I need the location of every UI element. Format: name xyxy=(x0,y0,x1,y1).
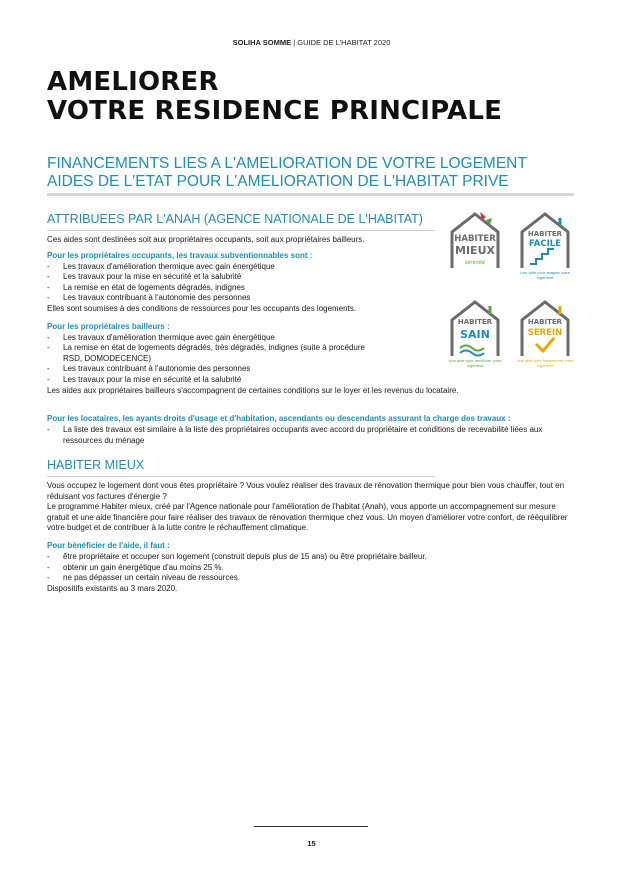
locataires-list xyxy=(47,425,577,446)
logo-serein-line1: HABITER xyxy=(527,318,563,326)
anah-heading-divider xyxy=(47,230,435,231)
conditions-list xyxy=(47,552,577,584)
logo-serein-caption: Une aide pour transformer votre logement xyxy=(516,358,574,368)
house-logo-icon xyxy=(446,208,504,270)
dispositifs-date: Dispositifs existants au 3 mars 2020. xyxy=(47,583,178,593)
list-item: - La remise en état de logements dégradés, très dégradés, indignes (suite à procédure RSD, DOMODECENCE) xyxy=(47,343,377,364)
list-item: - obtenir un gain énergétique d'au moins 25 %. xyxy=(47,563,577,574)
habiter-mieux-divider xyxy=(47,476,435,477)
logo-mieux-line2: MIEUX xyxy=(455,244,495,257)
occupants-list xyxy=(47,262,447,304)
page-number: 15 xyxy=(307,839,316,848)
header-separator: | xyxy=(291,38,298,47)
anah-section xyxy=(47,212,459,396)
list-item: - Les travaux pour la mise en sécurité et la salubrité xyxy=(47,272,447,283)
logo-habiter-serein xyxy=(516,296,574,368)
list-item: - Les travaux contribuant à l'autonomie des personnes xyxy=(47,293,447,304)
logo-sain-line2: SAIN xyxy=(460,328,490,341)
list-item: - ne pas dépasser un certain niveau de ressources. xyxy=(47,573,577,584)
logo-habiter-facile xyxy=(516,208,574,280)
list-item: - Les travaux d'amélioration thermique avec gain énergétique xyxy=(47,333,377,344)
list-item: - Les travaux d'amélioration thermique avec gain énergétique xyxy=(47,262,447,273)
logo-mieux-tag: sérénité xyxy=(464,260,486,266)
locataires-section xyxy=(47,409,577,446)
house-logo-icon xyxy=(446,296,504,358)
subtitle-divider xyxy=(47,193,574,196)
header-brand: SOLIHA SOMME xyxy=(232,38,292,47)
habiter-mieux-para1: Vous occupez le logement dont vous êtes propriétaire ? Vous voulez réaliser des travaux de rénovation thermique pour bien vous chauffer, tout en réduisant vos factures d'énergie ? xyxy=(47,481,565,501)
bailleurs-heading: Pour les propriétaires bailleurs : xyxy=(47,321,170,331)
header-guide: GUIDE DE L'HABITAT 2020 xyxy=(297,38,391,47)
page-title xyxy=(47,68,587,126)
house-logo-icon xyxy=(516,296,574,358)
occupants-note: Elles sont soumises à des conditions de ressources pour les occupants des logements. xyxy=(47,303,357,313)
running-header xyxy=(0,38,623,47)
anah-intro: Ces aides sont destinées soit aux propriétaires occupants, soit aux propriétaires bailleurs. xyxy=(47,235,365,244)
logo-serein-line2: SEREIN xyxy=(527,328,563,338)
bailleurs-note: Les aides aux propriétaires bailleurs s'accompagnent de certaines conditions sur le loyer et les revenus du locataire. xyxy=(47,385,459,395)
habiter-mieux-section xyxy=(47,458,577,594)
logo-facile-line1: HABITER xyxy=(527,230,563,238)
locataires-heading: Pour les locataires, les ayants droits d'usage et d'habitation, ascendants ou descendants assurant la charge des travaux : xyxy=(47,414,511,423)
subtitle-line1: FINANCEMENTS LIES A L'AMELIORATION DE VOTRE LOGEMENT xyxy=(47,155,527,172)
logo-habiter-sain xyxy=(446,296,504,368)
subtitle-line2: AIDES DE L'ETAT POUR L'AMELIORATION DE L'HABITAT PRIVE xyxy=(47,173,509,190)
anah-logos xyxy=(446,208,576,378)
habiter-mieux-heading: HABITER MIEUX xyxy=(47,458,145,472)
conditions-heading: Pour bénéficier de l'aide, il faut : xyxy=(47,540,170,550)
logo-facile-line2: FACILE xyxy=(528,239,562,249)
logo-sain-line1: HABITER xyxy=(457,318,493,326)
page-subtitle xyxy=(47,155,577,191)
page-title-line2: VOTRE RESIDENCE PRINCIPALE xyxy=(47,96,503,126)
bailleurs-list xyxy=(47,333,377,386)
page-title-line1: AMELIORER xyxy=(47,67,219,97)
list-item: - La remise en état de logements dégradés, indignes xyxy=(47,283,447,294)
logo-facile-caption: Une aide pour adapter votre logement xyxy=(520,270,570,280)
logo-mieux-line1: HABITER xyxy=(454,234,496,244)
house-logo-icon xyxy=(516,208,574,270)
habiter-mieux-para2: Le programme Habiter mieux, créé par l'Agence nationale pour l'amélioration de l'habitat (Anah), vous apporte un accompagnement sur mesure gratuit et une aide financière pour faire réaliser des travaux de rénovation thermique chez vous. Un moyen d'améliorer votre confort, de rééquilibrer votre budget et de contribuer à la lutte contre le réchauffement climatique. xyxy=(47,502,568,533)
logo-sain-caption: Une aide pour améliorer votre logement xyxy=(448,358,502,368)
footer-divider xyxy=(254,826,368,827)
list-item: - être propriétaire et occuper son logement (construit depuis plus de 15 ans) ou être propriétaire bailleur. xyxy=(47,552,577,563)
list-item: - Les travaux contribuant à l'autonomie des personnes xyxy=(47,364,377,375)
list-item: - Les travaux pour la mise en sécurité et la salubrité xyxy=(47,375,377,386)
occupants-heading: Pour les propriétaires occupants, les travaux subventionnables sont : xyxy=(47,250,313,260)
list-item: - La liste des travaux est similaire à la liste des propriétaires occupants avec accord du propriétaire et conditions de recevabilité liées aux ressources du ménage xyxy=(47,425,577,446)
anah-heading: ATTRIBUEES PAR L'ANAH (AGENCE NATIONALE DE L'HABITAT) xyxy=(47,212,423,226)
logo-habiter-mieux xyxy=(446,208,504,270)
